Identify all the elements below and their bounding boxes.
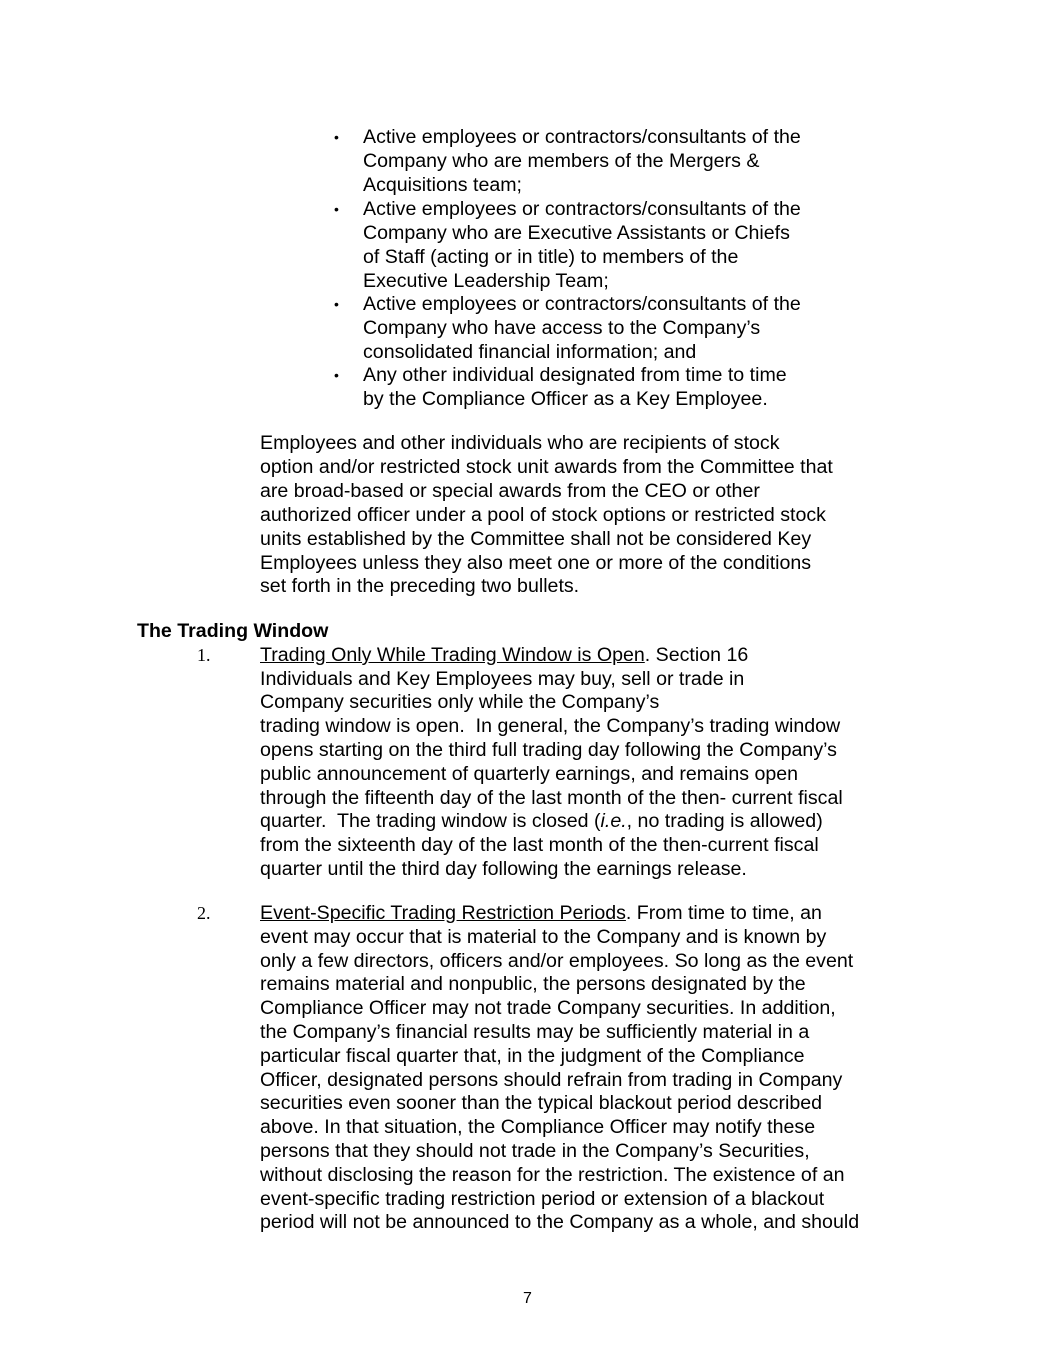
item-1-line: Individuals and Key Employees may buy, sell or trade in [260,668,745,690]
paragraph-line: units established by the Committee shall not be considered Key [260,528,812,550]
bullet-2-line-4: Executive Leadership Team; [363,270,609,292]
item-title: Event-Specific Trading Restriction Periods [260,902,626,924]
bullet-1-line-1: Active employees or contractors/consultants of the [363,126,801,148]
item-1-line: Company securities only while the Company’s [260,691,660,713]
item-1-ie-line [260,809,823,833]
bullet-4-line-2: by the Compliance Officer as a Key Employee. [363,388,768,410]
bullet-2-line-2: Company who are Executive Assistants or Chiefs [363,222,790,244]
paragraph-line: Employees unless they also meet one or more of the conditions [260,552,812,574]
bullet-3-line-1: Active employees or contractors/consultants of the [363,293,801,315]
item-2-line: the Company’s financial results may be sufficiently material in a [260,1021,810,1043]
section-heading: The Trading Window [137,620,329,642]
item-number: 1. [197,645,211,665]
item-1-line-1 [260,643,748,667]
item-2-line: securities even sooner than the typical blackout period described [260,1092,823,1114]
bullet-1-line-3: Acquisitions team; [363,174,522,196]
bullet-2-line-1: Active employees or contractors/consultants of the [363,198,801,220]
item-2-line: Compliance Officer may not trade Company securities. In addition, [260,997,836,1019]
item-2-line: event may occur that is material to the Company and is known by [260,926,827,948]
bullet-icon: • [334,296,339,312]
item-2-line: without disclosing the reason for the restriction. The existence of an [260,1164,845,1186]
item-2-line: persons that they should not trade in the Company’s Securities, [260,1140,810,1162]
item-2-line: period will not be announced to the Company as a whole, and should [260,1211,860,1233]
item-2-line: remains material and nonpublic, the persons designated by the [260,973,806,995]
item-1-line: through the fifteenth day of the last month of the then- current fiscal [260,787,843,809]
paragraph-line: option and/or restricted stock unit awards from the Committee that [260,456,833,478]
ie-line-pre: quarter. The trading window is closed ( [260,810,601,832]
item-1-line: opens starting on the third full trading day following the Company’s [260,739,837,761]
item-2-line: event-specific trading restriction period or extension of a blackout [260,1188,825,1210]
item-1-line: public announcement of quarterly earnings, and remains open [260,763,799,785]
paragraph-line: set forth in the preceding two bullets. [260,575,580,597]
paragraph-line: Employees and other individuals who are recipients of stock [260,432,780,454]
paragraph-line: are broad-based or special awards from the CEO or other [260,480,760,502]
ie-text: i.e. [600,810,627,832]
bullet-icon: • [334,201,339,217]
page-number: 7 [523,1290,532,1307]
bullet-4-line-1: Any other individual designated from time to time [363,364,787,386]
item-2-line: particular fiscal quarter that, in the judgment of the Compliance [260,1045,805,1067]
ie-line-post: , no trading is allowed) [626,810,823,832]
item-1-line: from the sixteenth day of the last month of the then-current fiscal [260,834,819,856]
item-1-line: trading window is open. In general, the Company’s trading window [260,715,841,737]
item-2-line: Officer, designated persons should refrain from trading in Company [260,1069,843,1091]
item-1-line-1-rest: . Section 16 [644,644,749,666]
item-2-line-1 [260,901,822,925]
bullet-icon: • [334,129,339,145]
item-1-line: quarter until the third day following the earnings release. [260,858,747,880]
item-title: Trading Only While Trading Window is Open [260,644,645,666]
bullet-3-line-3: consolidated financial information; and [363,341,697,363]
paragraph-line: authorized officer under a pool of stock options or restricted stock [260,504,826,526]
bullet-2-line-3: of Staff (acting or in title) to members of the [363,246,739,268]
item-number: 2. [197,903,211,923]
bullet-icon: • [334,367,339,383]
item-2-line-1-rest: . From time to time, an [625,902,822,924]
bullet-1-line-2: Company who are members of the Mergers & [363,150,760,172]
item-2-line: only a few directors, officers and/or employees. So long as the event [260,950,854,972]
item-2-line: above. In that situation, the Compliance Officer may notify these [260,1116,816,1138]
bullet-3-line-2: Company who have access to the Company’s [363,317,761,339]
